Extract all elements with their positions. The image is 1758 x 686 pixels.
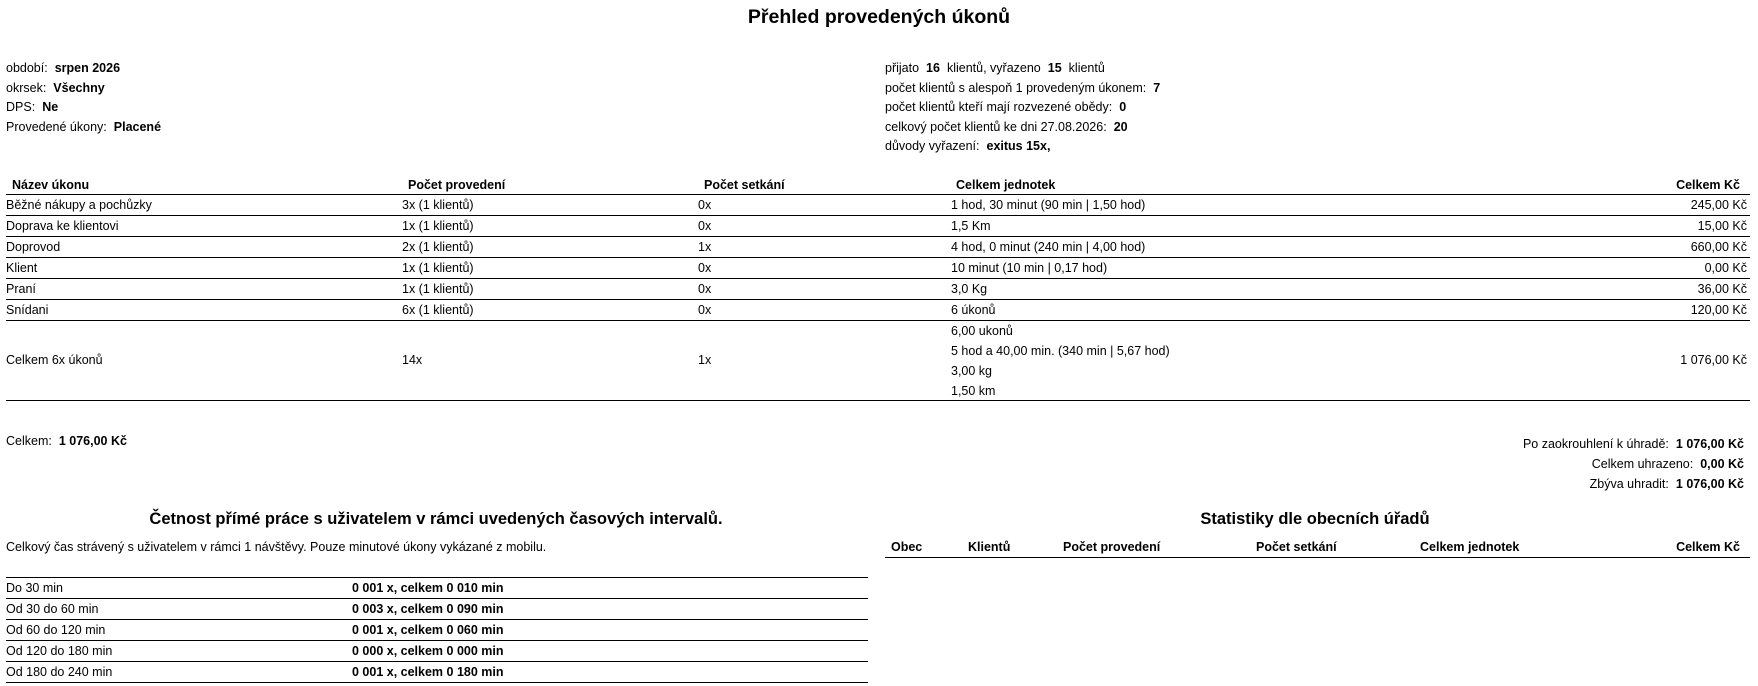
table-header [6,176,1750,195]
header-service-name: Název úkonu [12,178,90,192]
param-period: období: srpen 2026 [6,61,121,75]
total-meetings: 1x [698,353,712,367]
header-amount: Celkem Kč [1676,540,1740,554]
paid-total: Celkem uhrazeno: 0,00 Kč [1591,457,1744,471]
payment-summary [1523,434,1744,494]
clients-with-meals: počet klientů kteří mají rozvezené obědy: 0 [885,100,1127,114]
header-municipality: Obec [891,540,923,554]
total-amount: 1 076,00 Kč [1680,353,1747,367]
client-stats [885,59,1160,157]
frequency-table [6,577,868,683]
header-units: Celkem jednotek [956,178,1056,192]
total-name: Celkem 6x úkonů [6,353,103,367]
stats-table-header [885,537,1750,558]
total-units: 6,00 ukonů 5 hod a 40,00 min. (340 min | 5,67 hod) 3,00 kg 1,50 km [951,324,1170,398]
clients-with-service: počet klientů s alespoň 1 provedeným úkonem: 7 [885,80,1161,95]
header-clients: Klientů [968,540,1011,554]
table-row: Klient 1x (1 klientů) 0x 10 minut (10 min | 0,17 hod) 0,00 Kč [6,258,1750,279]
header-count: Počet provedení [1063,540,1161,554]
clients-total: celkový počet klientů ke dni 27.08.2026: 20 [885,119,1128,134]
removal-reasons: důvody vyřazení: exitus 15x, [885,139,1051,153]
summary-total: Celkem: 1 076,00 Kč [6,434,127,448]
table-row: Doprava ke klientovi 1x (1 klientů) 0x 1,5 Km 15,00 Kč [6,216,1750,237]
frequency-row: Od 60 do 120 min 0 001 x, celkem 0 060 min [6,620,868,641]
frequency-title: Četnost přímé práce s uživatelem v rámci uvedených časových intervalů. [149,510,723,528]
header-amount: Celkem Kč [1676,178,1740,192]
frequency-row: Od 30 do 60 min 0 003 x, celkem 0 090 min [6,599,868,620]
frequency-note: Celkový čas strávený s uživatelem v rámci 1 návštěvy. Pouze minutové úkony vykázané z mobilu. [6,540,547,554]
header-units: Celkem jednotek [1420,540,1520,554]
page-title: Přehled provedených úkonů [747,6,1011,28]
frequency-row: Do 30 min 0 001 x, celkem 0 010 min [6,578,868,599]
header-count: Počet provedení [408,178,506,192]
param-dps: DPS: Ne [6,100,59,114]
param-services: Provedené úkony: Placené [6,119,162,134]
clients-accepted-removed: přijato 16 klientů, vyřazeno 15 klientů [885,61,1105,75]
table-row: Snídani 6x (1 klientů) 0x 6 úkonů 120,00 Kč [6,300,1750,321]
services-table [6,176,1750,401]
param-district: okrsek: Všechny [6,80,105,95]
frequency-row: Od 180 do 240 min 0 001 x, celkem 0 180 min [6,662,868,683]
table-total-row [6,321,1750,401]
stats-title: Statistiky dle obecních úřadů [1200,510,1430,528]
total-count: 14x [402,353,423,367]
header-meetings: Počet setkání [1256,540,1337,554]
header-meetings: Počet setkání [704,178,785,192]
table-row: Doprovod 2x (1 klientů) 1x 4 hod, 0 minut (240 min | 4,00 hod) 660,00 Kč [6,237,1750,258]
report-parameters [6,59,161,137]
table-row: Běžné nákupy a pochůzky 3x (1 klientů) 0x 1 hod, 30 minut (90 min | 1,50 hod) 245,00 Kč [6,195,1750,216]
rounded-total: Po zaokrouhlení k úhradě: 1 076,00 Kč [1522,437,1744,451]
remaining-total: Zbýva uhradit: 1 076,00 Kč [1589,477,1744,491]
table-row: Praní 1x (1 klientů) 0x 3,0 Kg 36,00 Kč [6,279,1750,300]
frequency-row: Od 120 do 180 min 0 000 x, celkem 0 000 min [6,641,868,662]
